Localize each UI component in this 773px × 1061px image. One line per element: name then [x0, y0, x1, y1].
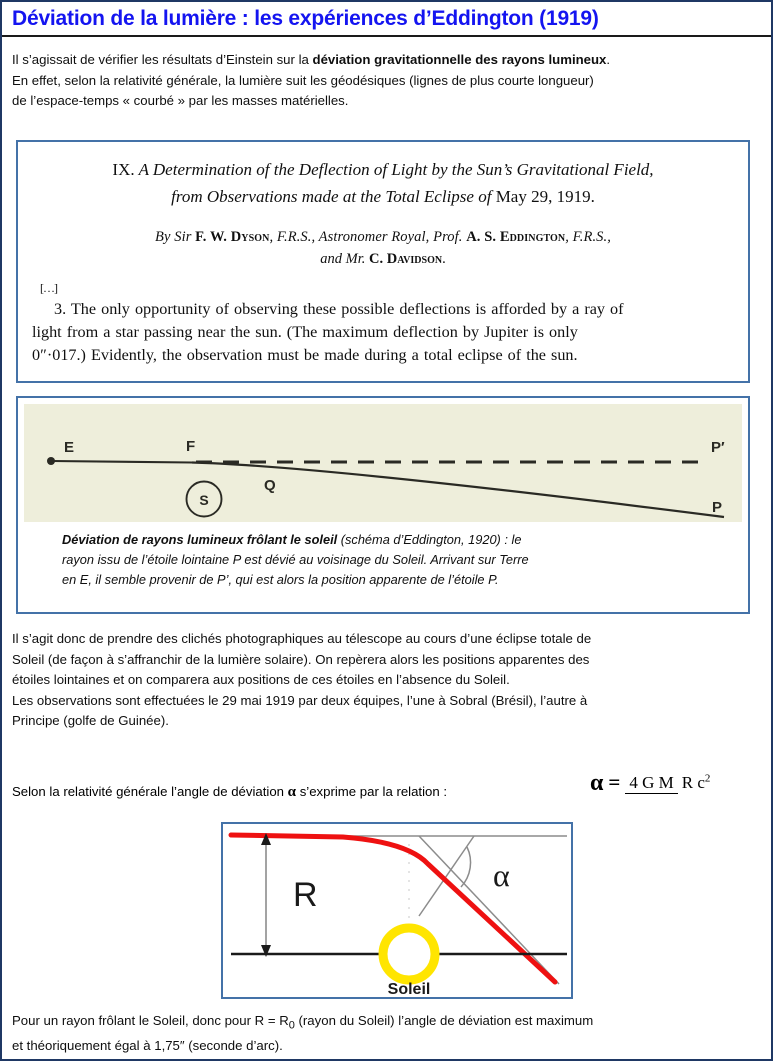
conclusion-line-1-b: (rayon du Soleil) l’angle de déviation est maximum — [294, 1013, 594, 1028]
formula-denominator-main: R c — [681, 772, 705, 792]
paper-body-line-2: light from a star passing near the sun. (The maximum deflection by Jupiter is only — [32, 323, 578, 341]
formula-equals-sign: = — [608, 770, 621, 794]
author-eddington: A. S. Eddington — [466, 229, 566, 245]
ray-segment-e-f — [52, 461, 192, 463]
authors-prefix: By Sir — [155, 229, 196, 245]
authors-line-2-a: and Mr. — [320, 251, 370, 267]
paper-body-line-3: 0″·017.) Evidently, the observation must be made during a total eclipse of the sun. — [32, 346, 578, 364]
sun-label-s: S — [199, 492, 209, 508]
eddington-figure-box — [16, 396, 750, 614]
intro-line-2: En effet, selon la relativité générale, la lumière suit les géodésiques (lignes de plus courte longueur) — [12, 72, 594, 88]
label-f: F — [186, 438, 196, 455]
authors-suffix: , F.R.S., — [565, 229, 611, 245]
paper-body-paragraph-number: 3. — [54, 300, 67, 318]
deflected-asymptote-guide — [419, 836, 559, 984]
paper-body-line-1-text: The only opportunity of observing these possible deflections is afforded by a ray of — [70, 300, 624, 318]
deflection-formula — [590, 770, 710, 795]
author-dyson: F. W. Dyson — [195, 229, 270, 245]
label-q: Q — [264, 477, 276, 494]
eddington-diagram-svg — [24, 404, 742, 522]
conclusion-line-1-a: Pour un rayon frôlant le Soleil, donc pour R = R — [12, 1013, 289, 1028]
method-line-4: Les observations sont effectuées le 29 mai 1919 par deux équipes, l’une à Sobral (Brésil), l’autre à — [12, 692, 588, 708]
paper-authors-line-1 — [32, 229, 734, 246]
intro-line-1 — [12, 50, 767, 71]
paper-ellipsis-marker: […] — [40, 281, 57, 295]
conclusion-paragraph — [12, 1011, 767, 1057]
intro-line-3: de l’espace-temps « courbé » par les masses matérielles. — [12, 93, 349, 108]
author-davidson: C. Davidson — [369, 251, 443, 267]
paper-eclipse-date: May 29, 1919. — [495, 187, 595, 206]
schema-sun-label: Soleil — [387, 981, 431, 997]
paper-title-line-2 — [32, 187, 734, 207]
conclusion-subscript-zero: 0 — [288, 1019, 295, 1032]
method-line-2: Soleil (de façon à s’affranchir de la lumière solaire). On repèrera alors les positions apparentes des — [12, 651, 590, 667]
deflection-schema-box — [221, 822, 573, 999]
formula-lead-a: Selon la relativité générale l’angle de déviation — [12, 784, 288, 799]
eddington-caption-line-1 — [62, 530, 710, 550]
formula-row — [12, 770, 767, 818]
angle-leg-guide — [419, 836, 474, 916]
method-paragraph — [12, 629, 767, 732]
formula-lead-text — [12, 784, 447, 801]
paper-title-line-2-a: from Observations made at the Total Eclipse of — [171, 187, 496, 206]
paper-authors-line-2 — [32, 251, 734, 268]
page-title: Déviation de la lumière : les expériences d’Eddington (1919) — [12, 7, 599, 30]
method-line-1: Il s’agit donc de prendre des clichés photographiques au télescope au cours d’une éclipse totale de — [12, 631, 592, 646]
method-line-3: étoiles lointaines et on comparera aux positions de ces étoiles en l’absence du Soleil. — [12, 672, 510, 687]
intro-line-1-c: . — [606, 52, 611, 67]
label-p: P — [712, 499, 723, 516]
conclusion-line-1 — [12, 1011, 767, 1036]
formula-alpha-symbol: α — [590, 769, 604, 796]
eddington-caption-line-3: en E, il semble provenir de P’, qui est alors la position apparente de l’étoile P. — [62, 572, 499, 587]
paper-title-line-1 — [32, 160, 734, 180]
eddington-caption-line-2: rayon issu de l’étoile lointaine P est dévié au voisinage du Soleil. Arrivant sur Terre — [62, 552, 529, 567]
eddington-caption — [62, 530, 710, 590]
label-p-prime: P′ — [711, 439, 725, 456]
formula-denominator — [682, 772, 711, 792]
deflection-schema-svg — [223, 824, 571, 997]
paper-body-text — [32, 298, 734, 367]
formula-denominator-exponent: 2 — [704, 772, 711, 785]
paper-excerpt-box — [16, 140, 750, 383]
intro-line-1-a: Il s’agissait de vérifier les résultats d’Einstein sur la — [12, 52, 313, 67]
schema-angle-label: α — [493, 857, 510, 893]
conclusion-line-2: et théoriquement égal à 1,75″ (seconde d’arc). — [12, 1038, 283, 1054]
paper-title-text: A Determination of the Deflection of Light by the Sun’s Gravitational Field, — [138, 160, 654, 179]
authors-line-2-b: . — [442, 251, 446, 267]
eddington-caption-bold: Déviation de rayons lumineux frôlant le soleil — [62, 532, 338, 547]
paper-body-line-1 — [32, 298, 734, 321]
intro-paragraph — [12, 50, 767, 112]
radius-arrowhead-bottom — [261, 945, 271, 957]
formula-lead-b: s’exprime par la relation : — [296, 784, 448, 799]
schema-radius-label: R — [293, 876, 318, 914]
earth-point-marker — [47, 457, 55, 465]
formula-lead-alpha: α — [287, 784, 297, 800]
method-line-5: Principe (golfe de Guinée). — [12, 713, 169, 728]
eddington-diagram — [24, 404, 742, 522]
intro-line-1-bold: déviation gravitationnelle des rayons lumineux — [312, 52, 607, 67]
formula-numerator: 4 G M — [625, 773, 677, 794]
label-e: E — [64, 439, 75, 456]
sun-disc-circle — [383, 928, 435, 980]
paper-section-number: IX. — [112, 160, 135, 179]
page-title-bar — [2, 2, 771, 37]
authors-mid: , F.R.S., Astronomer Royal, Prof. — [269, 229, 467, 245]
formula-fraction — [625, 772, 710, 793]
eddington-caption-rest: (schéma d’Eddington, 1920) : le — [337, 532, 522, 547]
